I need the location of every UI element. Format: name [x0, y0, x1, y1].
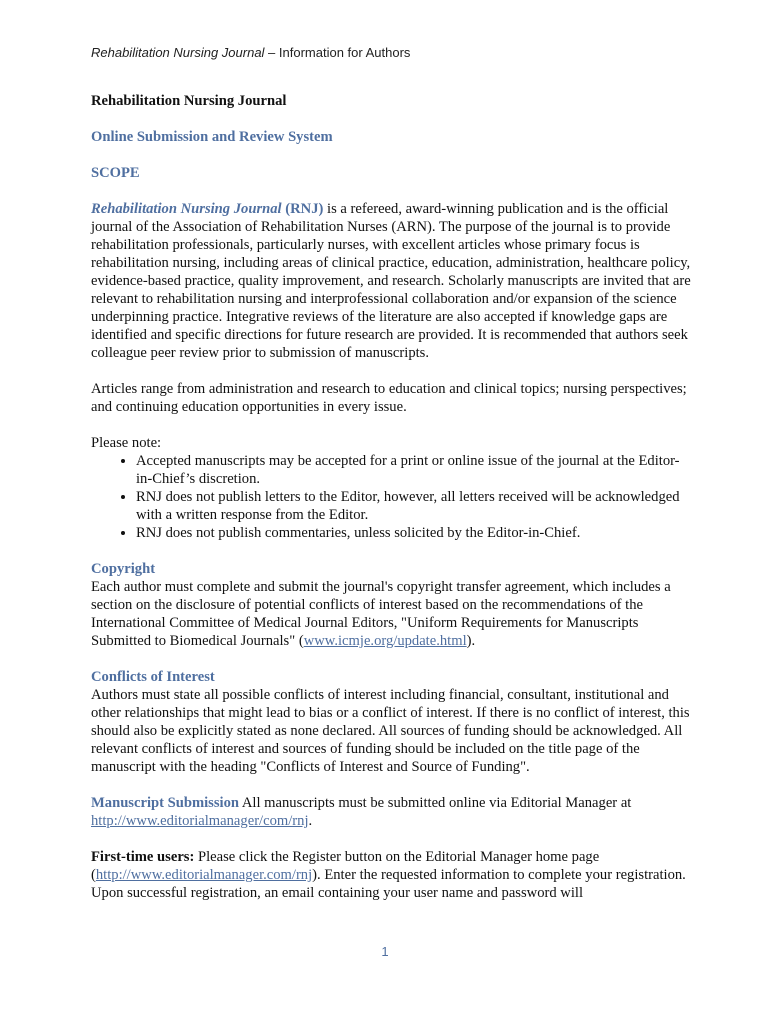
copyright-after: ).	[466, 633, 476, 649]
page-number: 1	[381, 944, 389, 959]
scope-abbreviation: (RNJ)	[285, 201, 324, 217]
copyright-heading: Copyright	[91, 561, 156, 577]
running-header	[91, 45, 410, 60]
icmje-link[interactable]: www.icmje.org/update.html	[303, 633, 467, 649]
note-label: Please note:	[91, 435, 162, 451]
articles-paragraph: Articles range from administration and research to education and clinical topics; nursing perspectives; and continuing education opportunities in every issue.	[91, 381, 687, 415]
copyright-paragraph	[91, 578, 691, 650]
editorial-manager-link[interactable]: http://www.editorialmanager/com/rnj	[91, 813, 309, 829]
scope-journal-name: Rehabilitation Nursing Journal	[91, 201, 282, 217]
first-time-label: First-time users:	[91, 849, 195, 865]
conflicts-heading: Conflicts of Interest	[91, 669, 215, 685]
scope-heading: SCOPE	[91, 165, 140, 181]
first-time-paragraph	[91, 848, 691, 902]
document-body	[91, 92, 691, 902]
conflicts-paragraph: Authors must state all possible conflicts of interest including financial, consultant, institutional and other relationships that might lead to bias or a conflict of interest. If there is no conflict of interest, this should also be explicitly stated as none declared. All sources of funding should be acknowledged. All relevant conflicts of interest and sources of funding should be included on the title page of the manuscript with the heading "Conflicts of Interest and Source of Funding".	[91, 687, 690, 775]
submission-heading: Manuscript Submission	[91, 795, 240, 811]
copyright-text: Each author must complete and submit the journal's copyright transfer agreement, which includes a section on the disclosure of potential conflicts of interest based on the recommendations of the International Committee of Medical Journal Editors, "Uniform Requirements for Manuscripts Submitted to Biomedical Journals" (	[91, 579, 671, 649]
scope-paragraph	[91, 200, 691, 362]
online-submission-heading: Online Submission and Review System	[91, 129, 333, 145]
note-item: • RNJ does not publish letters to the Editor, however, all letters received will be acknowledged with a written response from the Editor.	[136, 488, 691, 524]
first-time-after: ). Enter the requested information to complete your registration. Upon successful registration, an email containing your user name and password will	[91, 867, 686, 901]
journal-title: Rehabilitation Nursing Journal	[91, 93, 287, 109]
note-item: • Accepted manuscripts may be accepted for a print or online issue of the journal at the Editor-in-Chief’s discretion.	[136, 452, 691, 488]
scope-text: is a refereed, award-winning publication and is the official journal of the Association of Rehabilitation Nurses (ARN). The purpose of the journal is to provide rehabilitation professionals, particularly nurses, with excellent articles whose primary focus is rehabilitation nursing, including areas of clinical practice, education, administration, healthcare policy, evidence-based practice, quality improvement, and research. Scholarly manuscripts are invited that are relevant to rehabilitation nursing and interprofessional collaboration and/or expansion of the science underpinning practice. Integrative reviews of the literature are also accepted if knowledge gaps are identified and specific directions for future research are provided. It is recommended that authors seek colleague peer review prior to submission of manuscripts.	[91, 201, 691, 361]
header-journal-name: Rehabilitation Nursing Journal	[91, 45, 265, 60]
editorial-manager-home-link[interactable]: http://www.editorialmanager.com/rnj	[95, 867, 313, 883]
submission-paragraph	[91, 794, 691, 830]
first-time-text: Please click the Register button on the Editorial Manager home page (	[91, 849, 600, 883]
submission-text: All manuscripts must be submitted online via Editorial Manager at	[239, 795, 632, 811]
notes-list	[91, 452, 691, 542]
header-suffix: – Information for Authors	[264, 45, 411, 60]
submission-after: .	[308, 813, 313, 829]
note-item: • RNJ does not publish commentaries, unless solicited by the Editor-in-Chief.	[136, 524, 691, 542]
